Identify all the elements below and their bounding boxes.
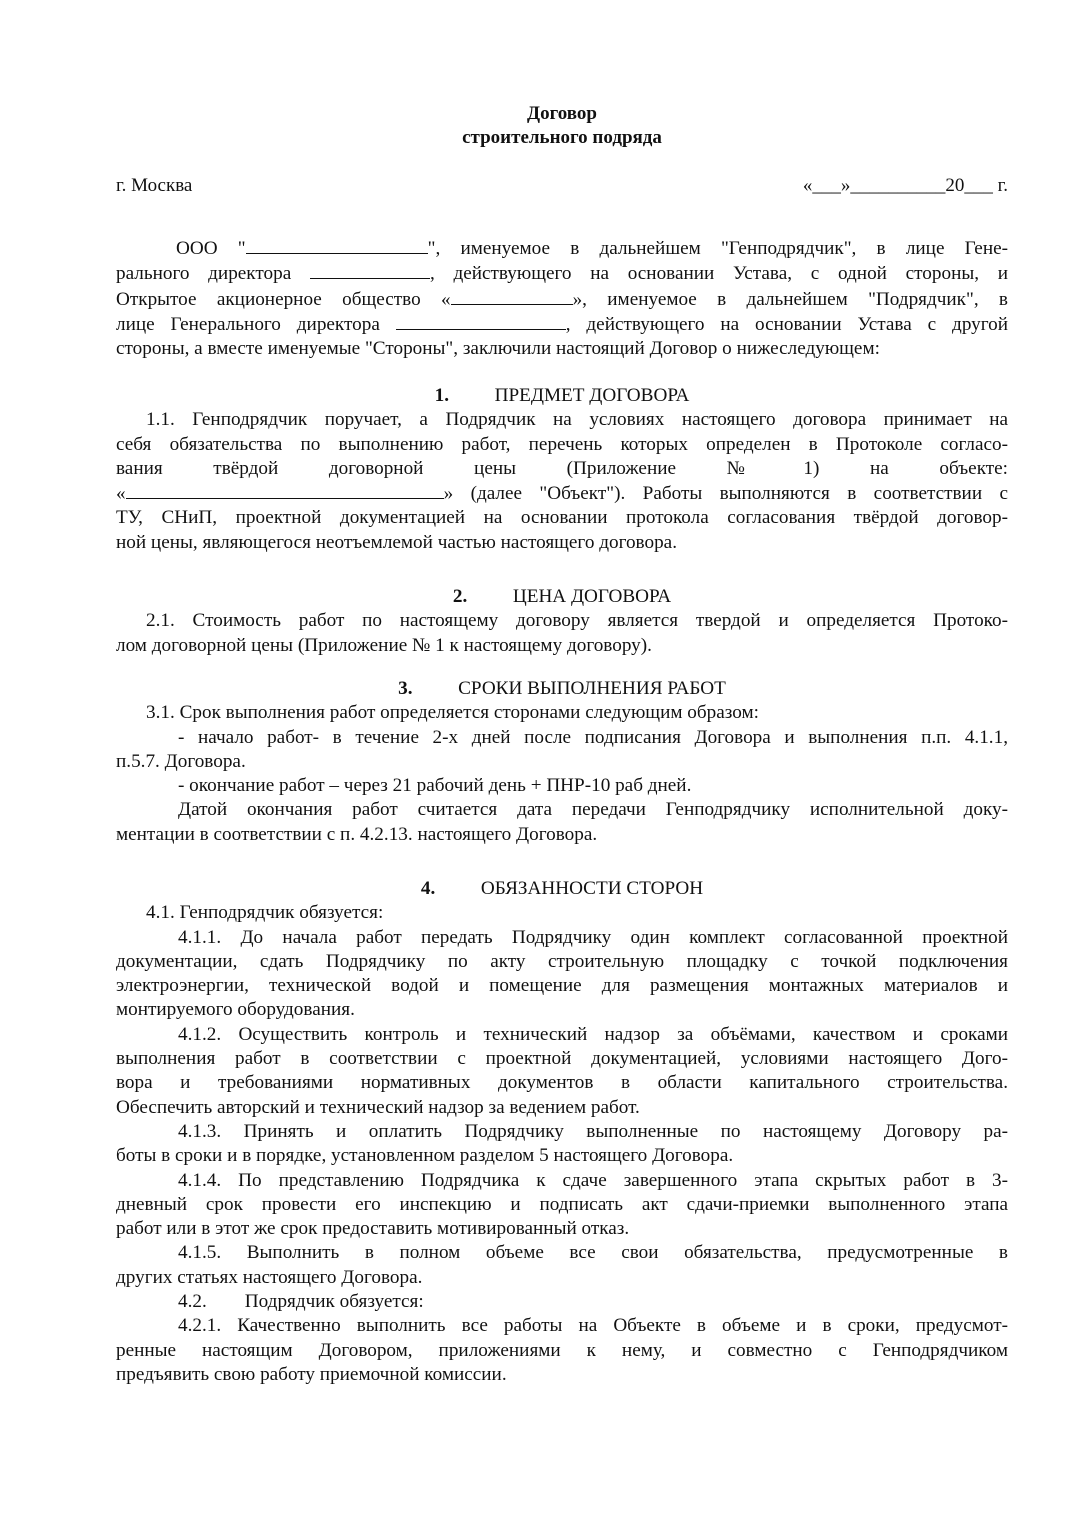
- clause-line: 2.1. Стоимость работ по настоящему договору является твердой и определяется Протоко-: [146, 610, 1008, 632]
- clause-line: 4.2. Подрядчик обязуется:: [178, 1291, 424, 1313]
- clause-line: монтируемого оборудования.: [116, 999, 355, 1021]
- clause-line: 4.1. Генподрядчик обязуется:: [146, 902, 384, 924]
- clause-line: лом договорной цены (Приложение № 1 к настоящему договору).: [116, 634, 652, 656]
- city: г. Москва: [116, 175, 193, 196]
- preamble-line: ООО " ", именуемое в дальнейшем "Генподрядчик", в лице Гене-: [176, 238, 1008, 259]
- clause-line: п.5.7. Договора.: [116, 750, 246, 772]
- clause-line: ментации в соответствии с п. 4.2.13. настоящего Договора.: [116, 823, 598, 845]
- clause-line: ной цены, являющегося неотъемлемой частью настоящего договора.: [116, 531, 677, 553]
- clause-line: выполнения работ в соответствии с проектной документацией, условиями настоящего Дого-: [116, 1048, 1008, 1070]
- section-2: [116, 585, 1008, 658]
- blank-field-general-contractor-name[interactable]: [246, 236, 428, 254]
- blank-field-object[interactable]: [126, 481, 444, 499]
- contract-date: «___»__________20___ г.: [802, 175, 1008, 196]
- clause-line: вания твёрдой договорной цены (Приложение № 1) на объекте:: [116, 457, 1008, 479]
- blank-field-contractor-name[interactable]: [451, 287, 573, 305]
- section-heading: 3. СРОКИ ВЫПОЛНЕНИЯ РАБОТ: [398, 678, 726, 699]
- blank-field-contractor-director[interactable]: [396, 312, 566, 330]
- preamble-line: Открытое акционерное общество « », именуемое в дальнейшем "Подрядчик", в: [116, 288, 1008, 310]
- clause-line: электроэнергии, технической водой и помещение для размещения монтажных материалов и: [116, 975, 1008, 997]
- section-4: [116, 877, 1008, 1387]
- clause-line: 4.2.1. Качественно выполнить все работы на Объекте в объеме и в сроки, предусмот-: [178, 1315, 1008, 1337]
- title-line-2: строительного подряда: [462, 127, 662, 148]
- clause-line: 4.1.3. Принять и оплатить Подрядчику выполненные по настоящему Договору ра-: [178, 1120, 1008, 1142]
- clause-line: « » (далее "Объект"). Работы выполняются в соответствии с: [116, 483, 1008, 505]
- clause-line: - начало работ- в течение 2-х дней после подписания Договора и выполнения п.п. 4.1.1,: [178, 726, 1008, 748]
- document-title: [116, 102, 1008, 150]
- clause-line: предъявить свою работу приемочной комиссии.: [116, 1363, 507, 1385]
- section-heading: 1. ПРЕДМЕТ ДОГОВОРА: [434, 385, 690, 406]
- section-3: [116, 677, 1008, 847]
- section-1: [116, 384, 1008, 555]
- clause-line: дневный срок провести его инспекцию и подписать акт сдачи-приемки выполненного этапа: [116, 1193, 1008, 1215]
- clause-line: 3.1. Срок выполнения работ определяется сторонами следующим образом:: [146, 702, 759, 724]
- clause-line: себя обязательства по выполнению работ, перечень которых определен в Протоколе согласо-: [116, 433, 1008, 455]
- clause-line: 1.1. Генподрядчик поручает, а Подрядчик на условиях настоящего договора принимает на: [146, 409, 1008, 431]
- section-heading: 4. ОБЯЗАННОСТИ СТОРОН: [420, 878, 704, 899]
- title-line-1: Договор: [527, 103, 597, 124]
- clause-line: документации, сдать Подрядчику по акту строительную площадку с точкой подключения: [116, 950, 1008, 972]
- clause-line: 4.1.1. До начала работ передать Подрядчику один комплект согласованной проектной: [178, 926, 1008, 948]
- clause-line: Датой окончания работ считается дата передачи Генподрядчику исполнительной доку-: [178, 799, 1008, 821]
- clause-line: 4.1.4. По представлению Подрядчика к сдаче завершенного этапа скрытых работ в 3-: [178, 1169, 1008, 1191]
- preamble-line: стороны, а вместе именуемые "Стороны", заключили настоящий Договор о нижеследующем:: [116, 338, 880, 360]
- clause-line: ренные настоящим Договором, приложениями к нему, и совместно с Генподрядчиком: [116, 1339, 1008, 1361]
- clause-line: боты в сроки и в порядке, установленном разделом 5 настоящего Договора.: [116, 1145, 734, 1167]
- blank-field-general-contractor-director[interactable]: [310, 261, 430, 279]
- clause-line: 4.1.2. Осуществить контроль и технический надзор за объёмами, качеством и сроками: [178, 1023, 1008, 1045]
- preamble-line: рального директора , действующего на основании Устава, с одной стороны, и: [116, 263, 1009, 285]
- preamble-line: лице Генерального директора , действующего на основании Устава с другой: [116, 313, 1009, 335]
- preamble: [116, 236, 1008, 361]
- clause-line: вора и требованиями нормативных документов в области капитального строительства.: [116, 1072, 1008, 1094]
- clause-line: 4.1.5. Выполнить в полном объеме все свои обязательства, предусмотренные в: [178, 1242, 1008, 1264]
- section-heading: 2. ЦЕНА ДОГОВОРА: [452, 586, 672, 607]
- clause-line: - окончание работ – через 21 рабочий день + ПНР-10 раб дней.: [178, 775, 692, 797]
- clause-line: Обеспечить авторский и технический надзор за ведением работ.: [116, 1096, 640, 1118]
- clause-line: работ или в этот же срок предоставить мотивированный отказ.: [116, 1218, 630, 1240]
- clause-line: других статьях настоящего Договора.: [116, 1266, 423, 1288]
- clause-line: ТУ, СНиП, проектной документацией на основании протокола согласования твёрдой договор-: [116, 507, 1008, 529]
